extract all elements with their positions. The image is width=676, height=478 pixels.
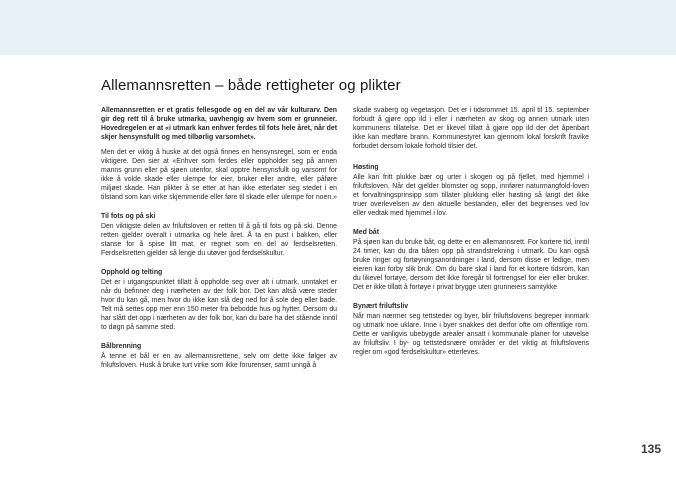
section-heading-hosting: Høsting bbox=[353, 164, 379, 171]
right-column bbox=[353, 106, 589, 363]
section-heading-med-bat: Med båt bbox=[353, 229, 380, 236]
section-heading-til-fots: Til fots og på ski bbox=[101, 213, 156, 220]
section-heading-opphold: Opphold og telting bbox=[101, 269, 163, 276]
continuation-paragraph: skade svaberg og vegetasjon. Det er i tidsrommet 15. april til 15. september forbudt å gjøre opp ild i eller i nærheten av skog og annen utmark uten kommunens tillatelse. Det er likevel tillatt å gjøre opp ild der det åpenbart ikke kan medføre brann. Kommunestyret kan gjennom lokal forskrift fravike forbudet dersom lokale forhold tilsier det. bbox=[353, 107, 589, 150]
page-title: Allemannsretten – både rettigheter og plikter bbox=[101, 77, 401, 94]
section-text-til-fots: Den viktigste delen av friluftsloven er retten til å gå til fots og på ski. Denne retten gjelder overalt i utmarka og hele året. Å ta en pust i bakken, eller stanse for å spise litt mat, er regnet som en del av ferdselsretten. Ferdselsretten gjelder så lenge du utøver god ferdselskultur. bbox=[101, 223, 337, 257]
section-text-balbrenning: Å tenne et bål er en av allemannsrettene, selv om dette ikke følger av friluftsloven. Husk å bruke turt virke som ikke forurenser, samt unngå å bbox=[101, 353, 337, 369]
section-heading-balbrenning: Bålbrenning bbox=[101, 343, 142, 350]
section-text-med-bat: På sjøen kan du bruke båt, og dette er en allemannsrett. For kortere tid, inntil 24 timer, kan du dra båten opp på strandstrekning i utmark. Du kan også bruke ringer og fortøyningsanordninger i land, dersom disse er ledige, men eieren kan forby slik bruk. Om du bare skal i land for et kortere tidsrom, kan du likevel fortøye, dersom det ikke foregår til fortrengsel for eier eller bruker. Det er ikke tillatt å fortøye i privat brygge uten grunneiers samtykke bbox=[353, 239, 589, 291]
lead-paragraph: Allemannsretten er et gratis fellesgode og en del av vår kulturarv. Den gir deg rett til å bruke utmarka, uavhengig av hvem som er grunneier. Hovedregelen er at «i utmark kan enhver ferdes til fots hele året, når det skjer hensynsfullt og med tilbørlig varsomhet». bbox=[101, 107, 337, 141]
section-text-bynaert: Når man nærmer seg tettsteder og byer, blir friluftslovens begreper innmark og utmark noe uklare. Inne i byer snakkes det derfor ofte om offentlige rom. Dette er vanligvis ubebygde arealer ansatt i kommunale planer for utøvelse av friluftsliv. I by- og tettstedsnære områder er det viktig at friluftslovens regler om «god ferdselskultur» etterleves. bbox=[353, 313, 589, 356]
section-heading-bynaert: Bynært friluftsliv bbox=[353, 303, 409, 310]
section-text-opphold: Det er i utgangspunktet tillatt å oppholde seg over alt i utmark, unntaket er når du befinner deg i nærheten av der folk bor. Det kan altså være steder hvor du kan gå, men hvor du ikke kan slå deg ned for å sole deg eller bade. Telt må settes opp mer enn 150 meter fra bebodde hus og hytter. Dersom du har slått det opp i nærheten av der folk bor, kan du bare ha det stående inntil to døgn på samme sted. bbox=[101, 279, 337, 331]
page-number: 135 bbox=[641, 442, 662, 456]
intro-paragraph: Men det er viktig å huske at det også finnes en hensynsregel, som er enda viktigere. Den sier at «Enhver som ferdes eller oppholder seg på annen manns grunn eller på sjøen utenfor, skal opptre hensynsfullt og varsomt for ikke å volde skade eller ulempe for eier, bruker eller andre, eller påføre miljøet skade. Han plikter å se etter at han ikke etterlater seg stedet i en tilstand som kan virke skjemmende eller føre til skade eller ulempe for noen.» bbox=[101, 149, 337, 201]
left-column bbox=[101, 106, 337, 376]
header-band bbox=[0, 0, 676, 55]
section-text-hosting: Alle kan fritt plukke bær og urter i skogen og på fjellet, med hjemmel i friluftsloven. Når det gjelder blomster og sopp, innfører naturmangfold-loven et forvaltningsprinsipp som tillater plukking eller høsting så langt det ikke truer overlevelsen av den aktuelle bestanden, eller det begrenses ved lov eller vedtak med hjemmel i lov. bbox=[353, 174, 589, 217]
